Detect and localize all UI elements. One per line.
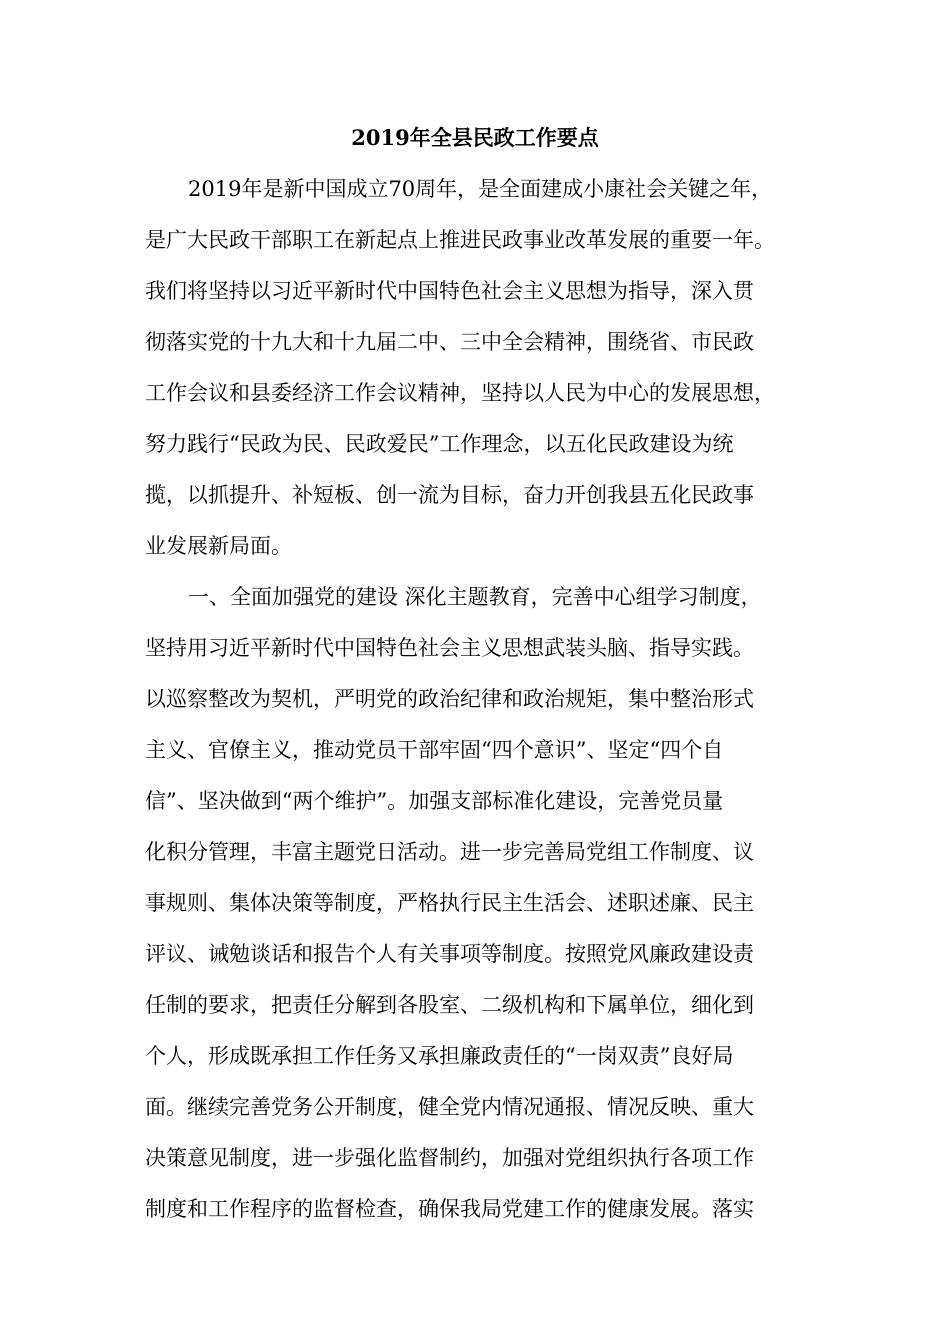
body-line: 制度和工作程序的监督检查，确保我局党建工作的健康发展。落实	[145, 1197, 754, 1221]
document-title: 2019年全县民政工作要点	[351, 125, 599, 150]
body-line: 决策意见制度，进一步强化监督制约，加强对党组织执行各项工作	[145, 1146, 754, 1170]
body-line: 工作会议和县委经济工作会议精神，坚持以人民为中心的发展思想，	[145, 381, 775, 405]
body-line: 我们将坚持以习近平新时代中国特色社会主义思想为指导，深入贯	[145, 279, 754, 303]
body-line: 努力践行“民政为民、民政爱民”工作理念，以五化民政建设为统	[145, 432, 734, 456]
body-line: 是广大民政干部职工在新起点上推进民政事业改革发展的重要一年。	[145, 228, 775, 252]
body-line: 个人，形成既承担工作任务又承担廉政责任的“一岗双责”良好局	[145, 1044, 734, 1068]
body-line: 事规则、集体决策等制度，严格执行民主生活会、述职述廉、民主	[145, 891, 754, 915]
body-line: 以巡察整改为契机，严明党的政治纪律和政治规矩，集中整治形式	[145, 687, 754, 711]
body-line: 信”、坚决做到“两个维护”。加强支部标准化建设，完善党员量	[145, 789, 724, 813]
body-line: 彻落实党的十九大和十九届二中、三中全会精神，围绕省、市民政	[145, 330, 754, 354]
body-line: 2019年是新中国成立70周年，是全面建成小康社会关键之年，	[188, 177, 773, 201]
body-line: 主义、官僚主义，推动党员干部牢固“四个意识”、坚定“四个自	[145, 738, 724, 762]
body-line: 任制的要求，把责任分解到各股室、二级机构和下属单位，细化到	[145, 993, 754, 1017]
body-line: 一、全面加强党的建设 深化主题教育，完善中心组学习制度，	[188, 585, 762, 609]
body-line: 业发展新局面。	[145, 534, 292, 558]
body-line: 揽，以抓提升、补短板、创一流为目标，奋力开创我县五化民政事	[145, 483, 754, 507]
body-line: 坚持用习近平新时代中国特色社会主义思想武装头脑、指导实践。	[145, 636, 754, 660]
body-line: 化积分管理，丰富主题党日活动。进一步完善局党组工作制度、议	[145, 840, 754, 864]
body-line: 面。继续完善党务公开制度，健全党内情况通报、情况反映、重大	[145, 1095, 754, 1119]
body-line: 评议、诫勉谈话和报告个人有关事项等制度。按照党风廉政建设责	[145, 942, 754, 966]
